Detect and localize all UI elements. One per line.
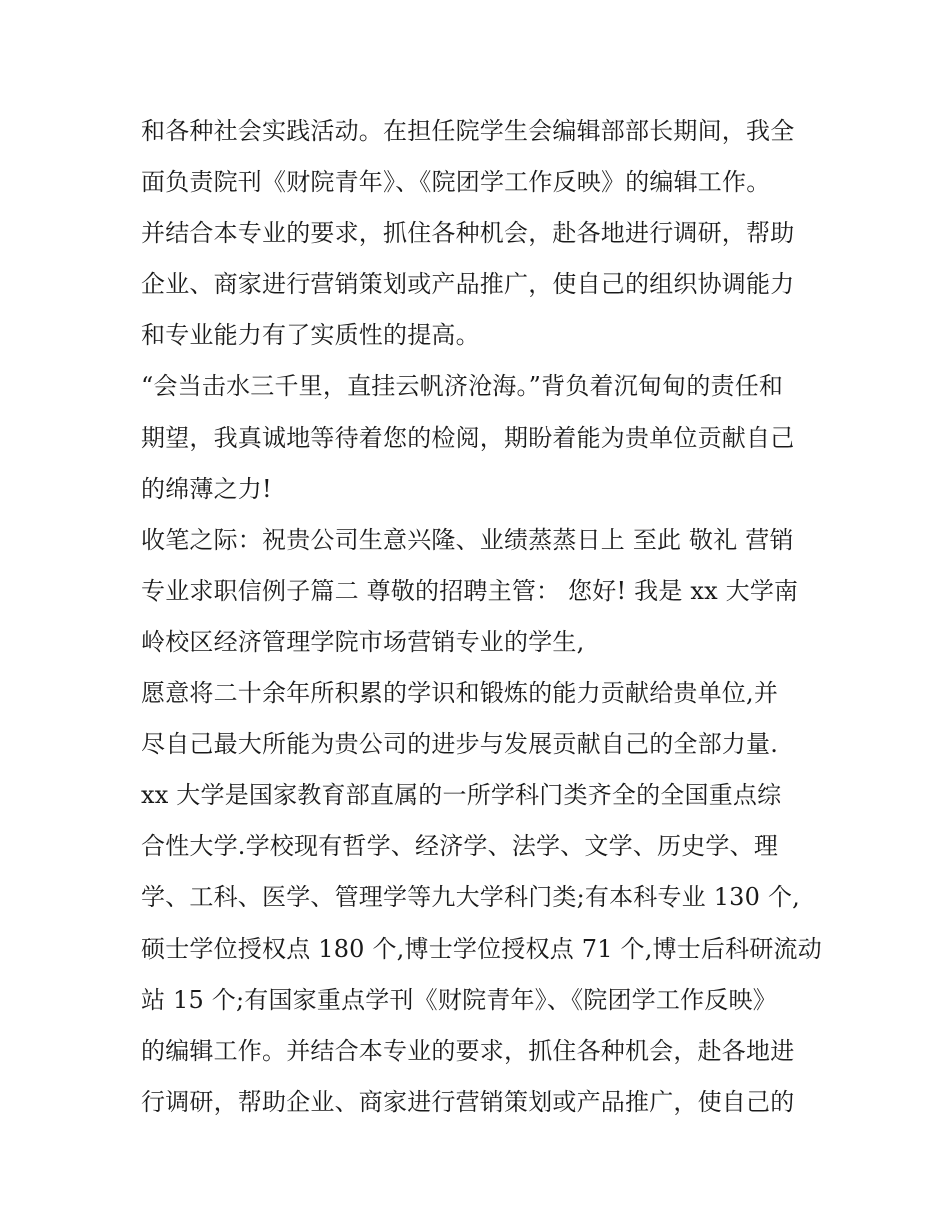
text-line: 和各种社会实践活动。在担任院学生会编辑部部长期间，我全 <box>141 117 795 145</box>
text-line: 站 15 个;有国家重点学刊《财院青年》、《院团学工作反映》 <box>141 985 777 1014</box>
text-line: 愿意将二十余年所积累的学识和锻炼的能力贡献给贵单位,并 <box>141 679 779 708</box>
text-line: 收笔之际：祝贵公司生意兴隆、业绩蒸蒸日上 至此 敬礼 营销 <box>141 525 794 554</box>
text-line: 的绵薄之力! <box>141 474 272 503</box>
text-line: 尽自己最大所能为贵公司的进步与发展贡献自己的全部力量. <box>141 730 779 759</box>
text-line: 行调研，帮助企业、商家进行营销策划或产品推广，使自己的 <box>141 1087 795 1116</box>
text-line: 企业、商家进行营销策划或产品推广，使自己的组织协调能力 <box>141 270 795 299</box>
text-line: 学、工科、医学、管理学等九大学科门类;有本科专业 130 个, <box>141 883 800 912</box>
text-line: xx 大学是国家教育部直属的一所学科门类齐全的全国重点综 <box>141 781 782 810</box>
text-line: 的编辑工作。并结合本专业的要求，抓住各种机会，赴各地进 <box>141 1036 795 1065</box>
text-line: 面负责院刊《财院青年》、《院团学工作反映》的编辑工作。 <box>141 168 771 197</box>
text-line: “会当击水三千里，直挂云帆济沧海。”背负着沉甸甸的责任和 <box>141 372 784 401</box>
text-line: 和专业能力有了实质性的提高。 <box>141 321 480 350</box>
text-line: 硕士学位授权点 180 个,博士学位授权点 71 个,博士后科研流动 <box>141 934 822 963</box>
text-line: 并结合本专业的要求，抓住各种机会，赴各地进行调研，帮助 <box>141 219 795 248</box>
text-line: 期望，我真诚地等待着您的检阅，期盼着能为贵单位贡献自己 <box>141 423 795 452</box>
text-line: 岭校区经济管理学院市场营销专业的学生, <box>141 627 585 656</box>
text-line: 合性大学.学校现有哲学、经济学、法学、文学、历史学、理 <box>141 832 779 861</box>
text-line: 专业求职信例子篇二 尊敬的招聘主管： 您好! 我是 xx 大学南 <box>141 576 799 605</box>
document-body <box>141 106 821 1128</box>
